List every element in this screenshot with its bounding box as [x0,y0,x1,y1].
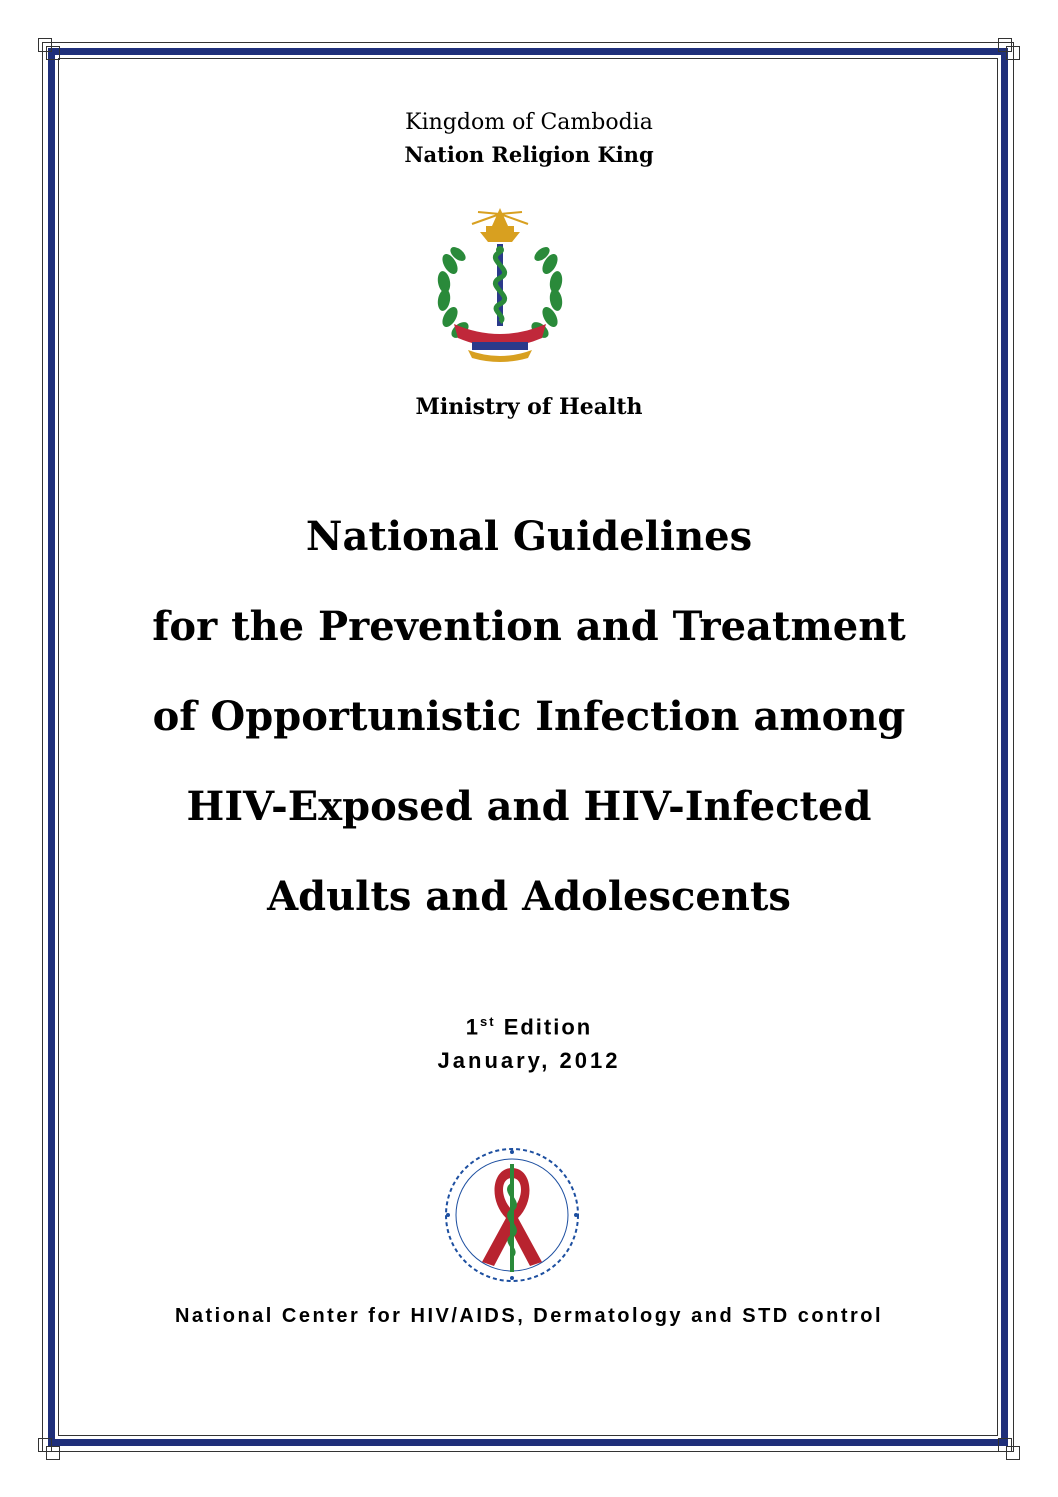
national-motto: Nation Religion King [404,142,654,167]
ministry-of-health-emblem-icon [432,204,568,364]
edition-suffix: st [480,1014,496,1029]
corner-ornament-top-left [38,38,60,60]
title-line: Adults and Adolescents [267,873,791,920]
title-line: of Opportunistic Infection among [152,693,906,740]
corner-ornament-bottom-left [38,1438,60,1460]
edition-word: Edition [503,1014,593,1040]
corner-ornament-bottom-right [998,1438,1020,1460]
publication-date: January, 2012 [437,1048,621,1073]
edition-label [0,1014,1058,1040]
title-line: HIV-Exposed and HIV-Infected [186,783,872,830]
title-line: for the Prevention and Treatment [152,603,906,650]
nchads-red-ribbon-logo-icon [436,1140,588,1290]
edition-number: 1 [465,1014,480,1040]
document-title [0,492,1058,942]
country-name: Kingdom of Cambodia [405,110,653,135]
title-line: National Guidelines [305,513,753,560]
corner-ornament-top-right [998,38,1020,60]
ministry-name: Ministry of Health [415,394,643,420]
organization-name: National Center for HIV/AIDS, Dermatology and STD control [174,1305,884,1327]
